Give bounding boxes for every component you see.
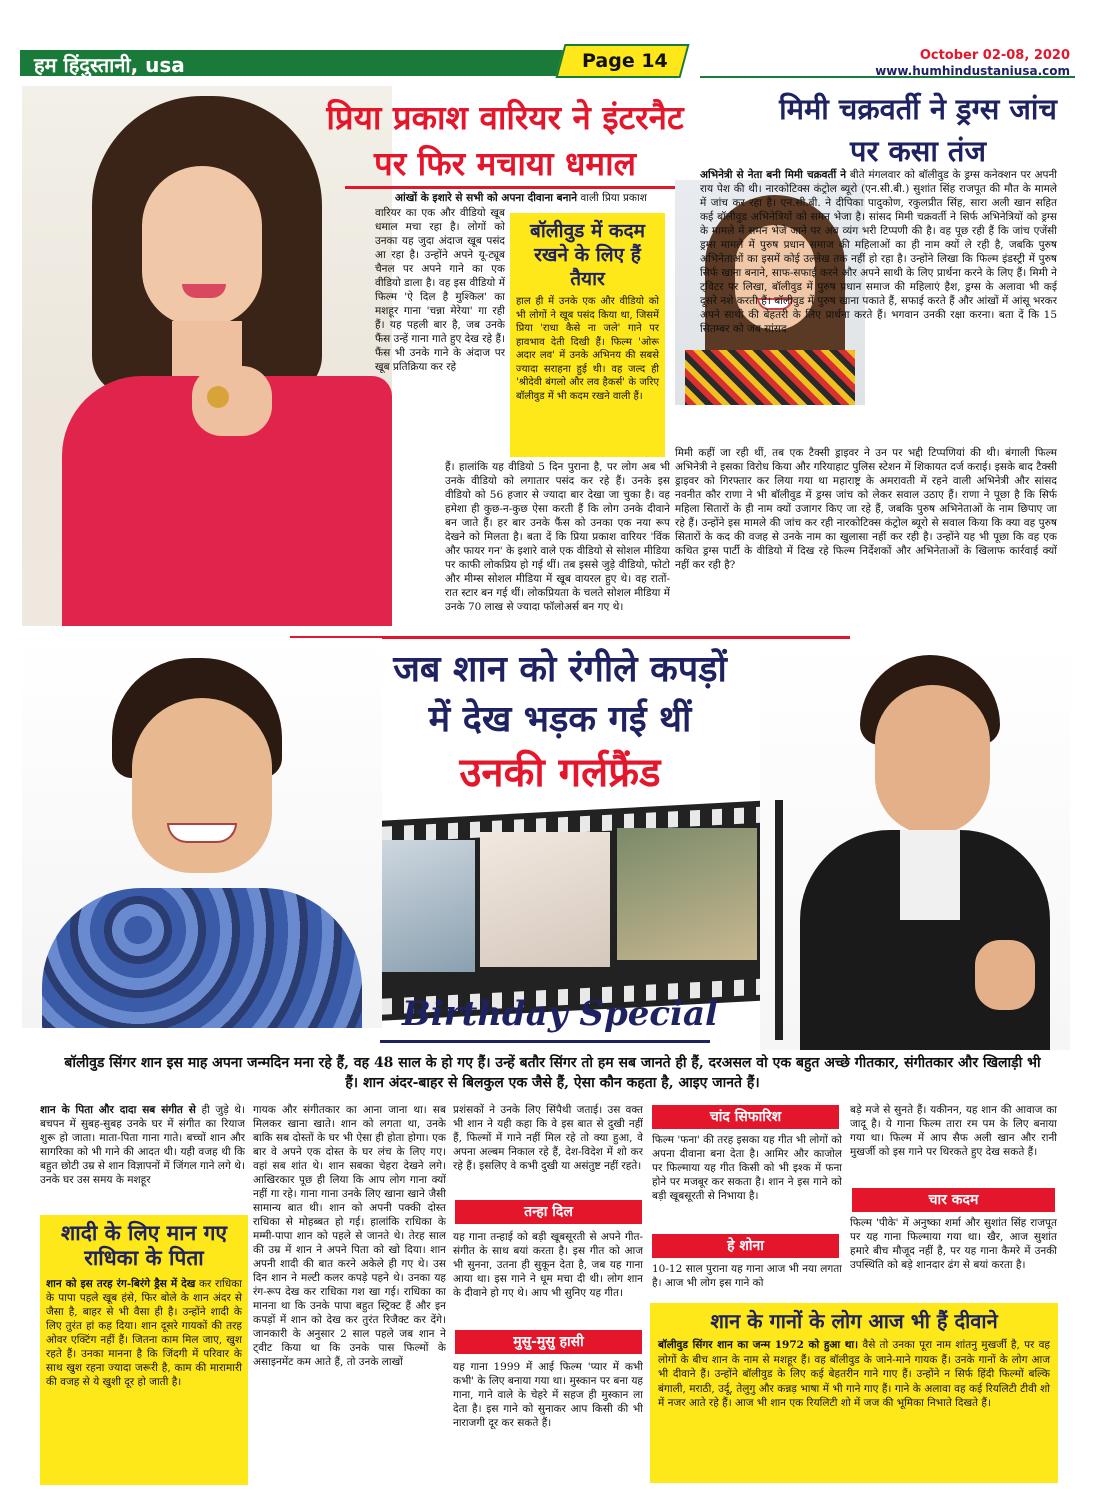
- shaan-box1-body: [40, 1275, 248, 1455]
- shaan-col1: [40, 1103, 245, 1213]
- shaan-bottom-text: वैसे तो उनका पूरा नाम शांतनु मुखर्जी है, पर वह लोगों के बीच शान के नाम से मशहूर हैं। वह बॉलीवुड के जाने-माने गायक हैं। उनके गानों के लोग आज भी दीवाने हैं। उन्होंने बॉलीवुड के लिए कई बेहतरीन गाने गाए हैं। उन्होंने न सिर्फ हिंदी फिल्मों बल्कि बंगाली, मराठी, उर्दू, तेलुगु और कन्नड़ भाषा में भी गाने गाए हैं। गाने के अलावा वह कई रियलिटी टीवी शो में नजर आते रहे हैं। आज भी शान एक रियलिटी शो में जज की भूमिका निभाते दिखते हैं।: [658, 1339, 1050, 1409]
- shaan-col1-text: ही जुड़े थे। बचपन में सुबह-सुबह उनके घर में संगीत का रियाज शुरू हो जाता। माता-पिता गाना गाते। बच्चों शान और सागरिका को भी गाने की आदत थी। यही वजह थी कि बहुत छोटी उम्र से शान विज्ञापनों में जिंगल गाने लगे थे। उनके घर उस समय के मशहूर: [40, 1104, 245, 1186]
- musu-musu-heading: मुसु-मुसु हासी: [455, 1330, 642, 1354]
- masthead: हम हिंदुस्तानी, usa: [34, 53, 185, 77]
- char-kadam-heading: चार कदम: [852, 1188, 1055, 1212]
- shaan-left-face: [132, 698, 272, 873]
- chand-sifarish-text: फिल्म 'फना' की तरह इसका यह गीत भी लोगों को अपना दीवाना बना देता है। आमिर और काजोल पर फिल्माया यह गीत किसी को भी इश्क में फना होने पर मजबूर कर सकता है। शान ने इस गाने को बड़ी खूबसूरती से निभाया है।: [652, 1134, 842, 1202]
- shaan-col2: गायक और संगीतकार का आना जाना था। सब मिलकर खाना खाते। शान को लगता था, उनके बाकि सब दोस्तों के घर भी ऐसा ही होता होगा। एक बार वे अपने एक दोस्त के घर लंच के लिए गए। वहां सब शांत थे। शान सबका चेहरा देखने लगे। आखिरकार पूछ ही लिया कि आप लोग गाना क्यों नहीं गा रहे। गाना गाना उनके लिए खाना खाने जैसी सामान्य बात थी। शान को अपनी पक्की दोस्त राधिका से मोहब्बत हो गई। हालांकि राधिका के मम्मी-पापा शान को पहले से जानते थे। तेरह साल की उम्र में शान ने अपने पिता को खो दिया। शान अपनी शादी की बात करने अकेले ही गए थे। उस दिन शान ने मल्टी कलर कपड़े पहने थे। उनका यह रंग-रूप देख कर राधिका गश खा गई। राधिका का मानना था कि उनके पापा बहुत स्ट्रिक्ट हैं और इन कपड़ों में शान को देख कर तुरंत रिजैक्ट कर देंगे। जानकारी के अनुसार 2 साल पहले जब शान ने ट्वीट किया था कि उनके पास फिल्मों के असाइनमेंट कम आते हैं, तो उनके लाखों: [253, 1104, 446, 1368]
- shaan-box1-lead: शान को इस तरह रंग-बिरंगे ड्रैस में देख: [46, 1278, 196, 1290]
- shaan-title-line1: जब शान को रंगीले कपड़ों: [393, 649, 727, 690]
- birthday-banner-rule: [380, 1040, 710, 1043]
- he-shona-text: 10-12 साल पुराना यह गाना आज भी नया लगता है। आज भी लोग इस गाने को: [652, 1263, 842, 1289]
- shaan-right-shirt: [900, 830, 960, 920]
- shaan-col5: बड़े मजे से सुनते हैं। यकीनन, यह शान की आवाज का जादू है। ये गाना फिल्म तारा रम पम के लिए बनाया गया था। फिल्म में आप सैफ अली खान और रानी मुखर्जी को इस गाने पर थिरकते हुए देख सकते हैं।: [850, 1104, 1057, 1158]
- mimi-text-a-body: बीते मंगलवार को बॉलीवुड के ड्रग्स कनेक्शन पर अपनी राय पेश की थी। नारकोटिक्स कंट्रोल ब्यूरो (एन.सी.बी.) सुशांत सिंह राजपूत की मौत के मामले में जांच कर रहा है। एन.सी.बी. ने दीपिका पादुकोण, रकुलप्रीत सिंह, सारा अली खान सहित कई बॉलीवुड अभिनेत्रियों को समन भेजा है। सांसद मिमी चक्रवर्ती ने सिर्फ अभिनेत्रियों को ड्रग्स के मामले में समन भेजे जाने पर अब व्यंग भरी टिप्पणी की है। वह पूछ रही हैं कि जांच एजेंसी ड्रग्स मामले में पुरुष प्रधान समाज की महिलाओं का ही नाम क्यों ले रही है, जबकि पुरुष अभिनेताओं का इसमें कोई उल्लेख तक नहीं हो रहा है। उन्होंने लिखा कि फिल्म इंडस्ट्री में पुरुष सिर्फ खाना बनाने, साफ-सफाई करने और अपने साथी के लिए प्रार्थना करने के लिए हैं। मिमी ने ट्विटर पर लिखा, बॉलीवुड में पुरुष प्रधान समाज की महिलाएं हैश, ड्रग्स के अलावा भी कई दूसरे नशे करती हैं। बॉलीवुड में पुरुष खाना पकाते हैं, सफाई करते हैं और आंखों में आंसू भरकर अपने साथी की बेहतरी के लिए प्रार्थना करते हैं। भगवान उनकी रक्षा करना। बता दें कि 15 सितम्बर को जब सांसद: [700, 169, 1057, 335]
- priya-hand: [192, 366, 272, 436]
- priya-box-text: हाल ही में उनके एक और वीडियो को भी लोगों ने खूब पसंद किया था, जिसमें प्रिया 'राधा कैसे ना जले' गाने पर हावभाव देती दिखी हैं। फिल्म 'ओरू अदार लव' में उनके अभिनय की सबसे ज्यादा सराहना हुई थी। वह जल्द ही 'श्रीदेवी बंगलो और लव हैकर्स' के जरिए बॉलीवुड में भी कदम रखने वाली हैं।: [516, 296, 659, 402]
- char-kadam-text: फिल्म 'पीके' में अनुष्का शर्मा और सुशांत सिंह राजपूत पर यह गाना फिल्माया गया था। खैर, आज सुशांत हमारे बीच मौजूद नहीं है, पर यह गाना कैमरे में उनकी उपस्थिति को बड़े शानदार ढंग से बयां करता है।: [850, 1217, 1057, 1271]
- shaan-col3: प्रशंसकों ने उनके लिए सिंपैथी जताई। उस वक्त भी शान ने यही कहा कि वे इस बात से दुखी नहीं हैं, फिल्मों में गाने नहीं मिल रहे तो क्या हुआ, वे अपना अल्बम निकाल रहे हैं, देश-विदेश में शो कर रहे हैं। इसलिए वे कभी दुखी या असंतुष्ट नहीं रहते।: [453, 1104, 643, 1172]
- shaan-bottom-title: शान के गानों के लोग आज भी हैं दीवाने: [710, 1309, 998, 1333]
- shaan-photo-left: [22, 638, 382, 1028]
- mimi-text-a: [700, 168, 1057, 446]
- shaan-bottom-box: [650, 1303, 1058, 1483]
- issue-date: October 02-08, 2020: [919, 48, 1070, 63]
- website-link[interactable]: www.humhindustaniusa.com: [875, 64, 1070, 78]
- shaan-box1-title: शादी के लिए मान गए राधिका के पिता: [60, 1221, 228, 1270]
- mimi-lead: अभिनेत्री से नेता बनी मिमी चक्रवर्ती ने: [700, 169, 847, 181]
- header-bar: [20, 44, 1075, 82]
- mimi-title: मिमी चक्रवर्ती ने ड्रग्स जांच पर कसा तंज: [779, 92, 1057, 168]
- shaan-title-line2: में देख भड़क गई थीं: [428, 699, 692, 740]
- priya-box: [510, 213, 665, 457]
- priya-col-b: हैं। हालांकि यह वीडियो 5 दिन पुराना है, पर लोग अब भी उनके वीडियो को लगातार पसंद कर रहे हैं। उनके इस वीडियो को 56 हजार से ज्यादा बार देखा जा चुका है। वह हमेशा ही कुछ-न-कुछ ऐसा करती हैं कि लोग उनके दीवाने बन जाते हैं। हर बार उनके फैंस को उनका एक नया रूप देखने को मिलता है। बता दें कि प्रिया प्रकाश वारियर 'विंक और फायर गन' के इशारे वाले एक वीडियो से सोशल मीडिया पर काफी लोकप्रिय हो गई थीं। तब इससे जुड़े वीडियो, फोटो और मीम्स सोशल मीडिया में खूब वायरल हुए थे। वह रातों-रात स्टार बन गई थीं। लोकप्रियता के चलते सोशल मीडिया में उनके 70 लाख से ज्यादा फॉलोअर्स बन गए थे।: [445, 461, 670, 613]
- shaan-bottom-lead: बॉलीवुड सिंगर शान का जन्म 1972 को हुआ था।: [658, 1339, 859, 1351]
- page-number: Page 14: [582, 50, 668, 72]
- priya-col-a: वारियर का एक और वीडियो खूब धमाल मचा रहा है। लोगों को उनका यह जुदा अंदाज खूब पसंद आ रहा है। उन्होंने अपने यू-ट्यूब चैनल पर अपने गाने का एक वीडियो डाला है। वह इस वीडियो में फिल्म 'ऐ दिल है मुश्किल' का मशहूर गाना 'चन्ना मेरेया' गा रही हैं। यह पहली बार है, जब उनके फैंस उन्हें गाना गाते हुए देख रहे हैं। फैंस भी उनके गाने के अंदाज पर खूब प्रतिक्रिया कर रहे: [375, 207, 505, 373]
- tanha-dil-text: यह गाना तन्हाई को बड़ी खूबसूरती से अपने गीत-संगीत के साथ बयां करता है। इस गीत को आज भी सुनना, उतना ही सुकून देता है, जब यह गाना आया था। इस गाने ने धूम मचा दी थी। लोग शान के दीवाने हो गए थे। आप भी सुनिए यह गीत।: [453, 1231, 643, 1299]
- microphone-stand: [775, 800, 783, 1040]
- priya-title: प्रिया प्रकाश वारियर ने इंटरनैट पर फिर मचाया धमाल: [326, 98, 684, 183]
- shaan-photo-right: [760, 640, 1070, 1050]
- priya-face: [142, 166, 262, 326]
- shaan-left-shirt: [42, 888, 362, 1028]
- shaan-bottom-body: [650, 1336, 1058, 1476]
- family-photo-1: [375, 840, 475, 972]
- shaan-col1-lead: शान के पिता और दादा सब संगीत से: [40, 1104, 196, 1116]
- shaan-intro: बॉलीवुड सिंगर शान इस माह अपना जन्मदिन मना रहे हैं, वह 48 साल के हो गए हैं। उन्हें बतौर सिंगर तो हम सब जानते ही हैं, दरअसल वो एक बहुत अच्छे गीतकार, संगीतकार और खिलाड़ी भी हैं। शान अंदर-बाहर से बिलकुल एक जैसे हैं, ऐसा कौन कहता है, आइए जानते हैं।: [64, 1055, 1041, 1091]
- family-photo-3: [617, 828, 757, 960]
- he-shona-heading: हे शोना: [652, 1234, 839, 1258]
- family-photo-2: [480, 832, 610, 967]
- priya-lead-bold: आंखों के इशारे से सभी को अपना दीवाना बनाने: [395, 192, 578, 204]
- priya-lead-rest: वाली प्रिया प्रकाश: [577, 192, 647, 204]
- shaan-left-smile: [167, 823, 237, 843]
- priya-lead: [395, 191, 700, 206]
- shaan-right-face: [875, 685, 990, 835]
- shaan-box1-text: कर राधिका के पापा पहले खूब हंसे, फिर बोले के शान अंदर से जैसा है, बाहर से भी वैसा ही है। उन्होंने शादी के लिए तुरंत हां कह दिया। शान दूसरे गायकों की तरह ओवर एक्टिंग नहीं हैं। जितना काम मिल जाए, खुश रहते हैं। उनका मानना है कि जिंदगी में परिवार के साथ खुश रहना ज्यादा जरूरी है, काम की मारामारी की वजह से ये खुशी दूर हो जाती है।: [46, 1278, 242, 1388]
- priya-ring: [207, 386, 229, 408]
- thumbs-up-hand: [975, 940, 1035, 1010]
- tanha-dil-heading: तन्हा दिल: [455, 1200, 642, 1224]
- musu-musu-text: यह गाना 1999 में आई फिल्म 'प्यार में कभी कभी' के लिए बनाया गया था। मुस्कान पर बना यह गाना, गाने वाले के चेहरे में सहज ही मुस्कान ला देता है। इस गाने को सुनाकर आप किसी की भी नाराजगी दूर कर सकते हैं।: [453, 1361, 643, 1429]
- shaan-title-line3: उनकी गर्लफ्रैंड: [459, 750, 661, 796]
- chand-sifarish-heading: चांद सिफारिश: [652, 1105, 839, 1129]
- birthday-banner: Birthday Special: [402, 994, 718, 1034]
- mimi-text-b: मिमी कहीं जा रही थीं, तब एक टैक्सी ड्राइवर ने उन पर भद्दी टिप्पणियां की थी। बंगाली फिल्म अभिनेत्री ने इसका विरोध किया और गरियाहाट पुलिस स्टेशन में शिकायत दर्ज कराई। इसके बाद टैक्सी ड्राइवर को गिरफ्तार कर लिया गया था महाराष्ट्र के अमरावती में रहने वाली अभिनेत्री और सांसद नवनीत कौर राणा ने भी बॉलीवुड में ड्रग्स जांच को लेकर सवाल उठाए हैं। राणा ने पूछा है कि सिर्फ महिला सितारों के ही नाम क्यों उजागर किए जा रहे हैं, जबकि पुरुष अभिनेताओं के नाम छिपाए जा रहे हैं। उन्होंने इस मामले की जांच कर रही नारकोटिक्स कंट्रोल ब्यूरो से सवाल किया कि क्या वह पुरुष सितारों के कद की वजह से उनके नाम का खुलासा नहीं कर रही है। उन्होंने यह भी पूछा कि वह एक कथित ड्रग्स पार्टी के वीडियो में दिख रहे फिल्म निर्देशकों और अभिनेताओं के खिलाफ कार्रवाई क्यों नहीं कर रही है?: [675, 447, 1057, 571]
- priya-box-title: बॉलीवुड में कदम रखने के लिए हैं तैयार: [530, 220, 645, 290]
- priya-title-underline: [345, 186, 685, 189]
- shaan-box1: [40, 1215, 248, 1485]
